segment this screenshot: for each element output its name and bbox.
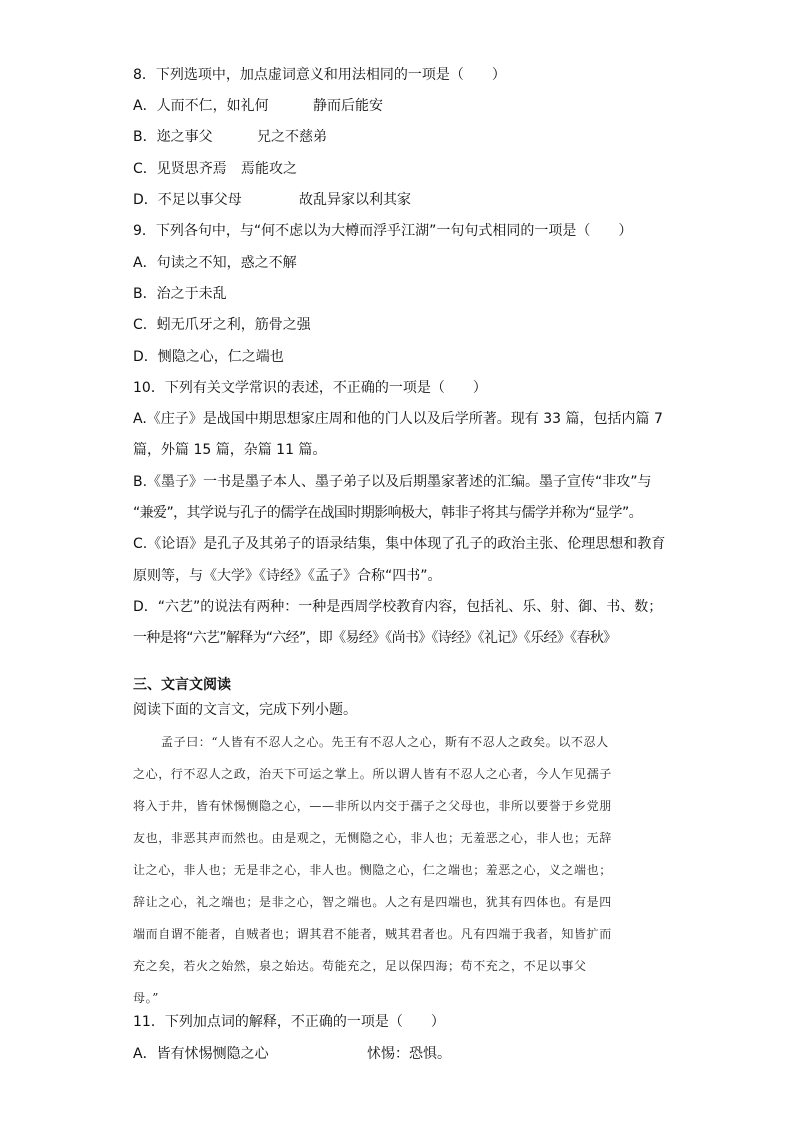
q9-option-d: D．恻隐之心，仁之端也 xyxy=(133,349,284,365)
q10-line: A.《庄子》是战国中期思想家庄周和他的门人以及后学所著。现有 33 篇，包括内篇 7 xyxy=(133,411,663,427)
q8-option-d-left: D．不足以事父母 xyxy=(133,192,242,208)
q10-stem: 10．下列有关文学常识的表述，不正确的一项是（ ） xyxy=(133,380,487,396)
q10-line: C.《论语》是孔子及其弟子的语录结集，集中体现了孔子的政治主张、伦理思想和教育 xyxy=(133,536,666,552)
passage-line: 友也，非恶其声而然也。由是观之，无恻隐之心，非人也；无羞恶之心，非人也；无辞 xyxy=(133,831,612,845)
q10-line: D．“六艺”的说法有两种：一种是西周学校教育内容，包括礼、乐、射、御、书、数； xyxy=(133,599,663,615)
passage-line: 之心，行不忍人之政，治天下可运之掌上。所以谓人皆有不忍人之心者，今人乍见孺子 xyxy=(133,767,612,781)
q8-option-c-right: 焉能攻之 xyxy=(241,161,297,177)
q10-line: 一种是将“六艺”解释为“六经”，即《易经》《尚书》《诗经》《礼记》《乐经》《春秋》 xyxy=(133,630,617,646)
q11-option-a-right: 怵惕：恐惧。 xyxy=(367,1046,451,1062)
q11-option-a-left: A．皆有怵惕恻隐之心 xyxy=(133,1046,269,1062)
q9-option-a: A．句读之不知，惑之不解 xyxy=(133,255,297,271)
section-intro: 阅读下面的文言文，完成下列小题。 xyxy=(133,702,357,718)
q9-option-b: B．治之于未乱 xyxy=(133,286,227,302)
q8-option-b xyxy=(133,128,327,146)
passage-line: 将入于井，皆有怵惕恻隐之心，——非所以内交于孺子之父母也，非所以要誉于乡党朋 xyxy=(133,799,612,813)
q8-option-a-right: 静而后能安 xyxy=(313,98,383,114)
q8-option-a-left: A．人而不仁，如礼何 xyxy=(133,98,269,114)
q8-option-d-right: 故乱异家以利其家 xyxy=(299,192,411,208)
passage-line: 让之心，非人也；无是非之心，非人也。恻隐之心，仁之端也；羞恶之心，义之端也； xyxy=(133,863,612,877)
passage-line: 辞让之心，礼之端也；是非之心，智之端也。人之有是四端也，犹其有四体也。有是四 xyxy=(133,895,612,909)
section-heading: 三、文言文阅读 xyxy=(133,677,231,693)
q8-option-c-left: C．见贤思齐焉 xyxy=(133,161,227,177)
q8-stem: 8．下列选项中，加点虚词意义和用法相同的一项是（ ） xyxy=(133,67,506,83)
q8-option-a xyxy=(133,97,383,115)
passage-line: 充之矣，若火之始然，泉之始达。苟能充之，足以保四海；苟不充之，不足以事父 xyxy=(133,959,587,973)
q10-line: “兼爱”，其学说与孔子的儒学在战国时期影响极大，韩非子将其与儒学并称为“显学”。 xyxy=(133,505,643,521)
passage-line: 孟子曰：“人皆有不忍人之心。先王有不忍人之心，斯有不忍人之政矣。以不忍人 xyxy=(161,735,609,749)
q11-option-a xyxy=(133,1045,451,1063)
passage-line: 端而自谓不能者，自贼者也；谓其君不能者，贼其君者也。凡有四端于我者，知皆扩而 xyxy=(133,927,612,941)
q9-stem: 9．下列各句中，与“何不虑以为大樽而浮乎江湖”一句句式相同的一项是（ ） xyxy=(133,223,633,239)
q8-option-d xyxy=(133,191,411,209)
q10-line: B.《墨子》一书是墨子本人、墨子弟子以及后期墨家著述的汇编。墨子宣传“非攻”与 xyxy=(133,474,652,490)
q8-option-b-left: B．迩之事父 xyxy=(133,129,213,145)
q8-option-c xyxy=(133,160,297,178)
q11-stem: 11．下列加点词的解释，不正确的一项是（ ） xyxy=(133,1014,445,1030)
q10-line: 篇，外篇 15 篇，杂篇 11 篇。 xyxy=(133,442,327,458)
classical-passage xyxy=(133,726,663,1014)
passage-line: 母。” xyxy=(133,991,159,1005)
q8-option-b-right: 兄之不慈弟 xyxy=(257,129,327,145)
q9-option-c: C．蚓无爪牙之利，筋骨之强 xyxy=(133,317,311,333)
q10-line: 原则等，与《大学》《诗经》《孟子》合称“四书”。 xyxy=(133,568,442,584)
